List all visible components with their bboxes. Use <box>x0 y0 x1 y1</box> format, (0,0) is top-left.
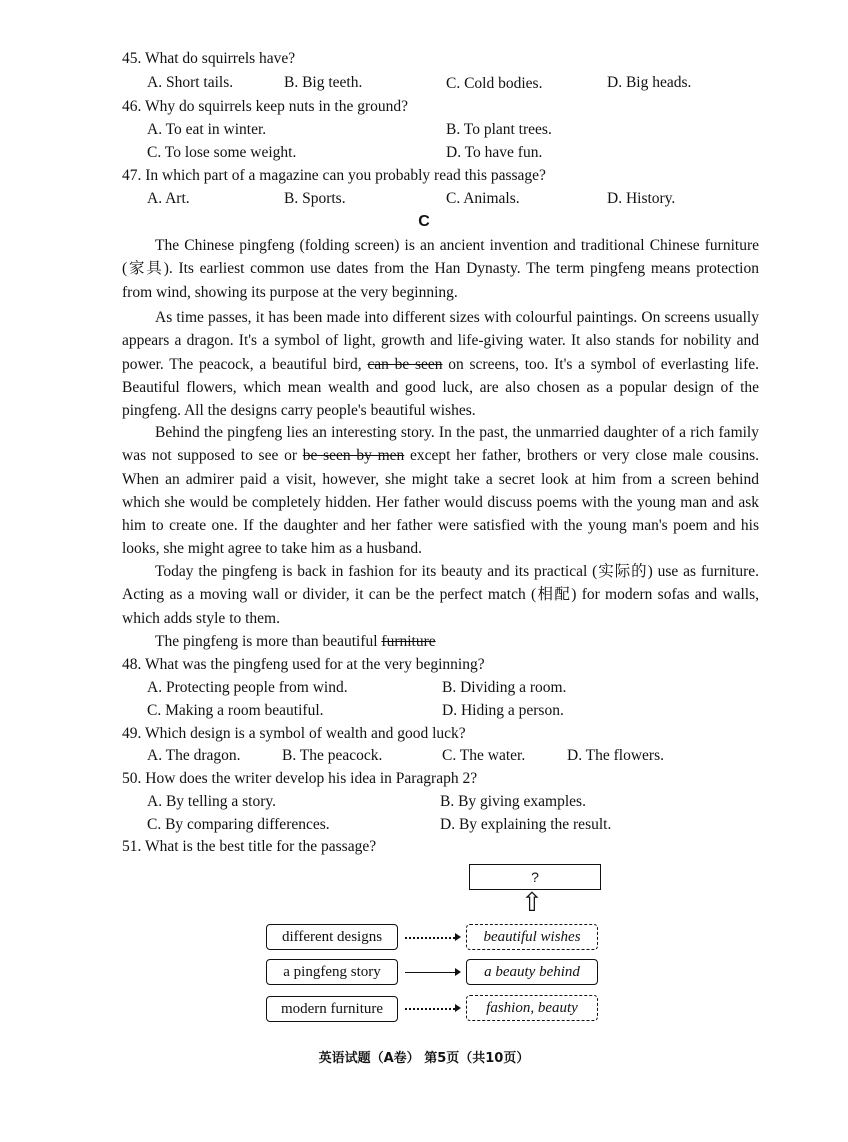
arrowhead-icon <box>455 1004 461 1012</box>
diagram-box-different-designs: different designs <box>266 924 398 950</box>
solid-connector <box>405 972 455 973</box>
q45-option-c: C. Cold bodies. <box>446 75 543 92</box>
question-50-stem: 50. How does the writer develop his idea in Paragraph 2? <box>122 770 478 787</box>
struck-text: be seen by men <box>302 447 405 465</box>
q48-option-a: A. Protecting people from wind. <box>147 679 348 696</box>
diagram-box-modern-furniture: modern furniture <box>266 996 398 1022</box>
title-answer-box: ? <box>469 864 601 890</box>
q46-option-c: C. To lose some weight. <box>147 144 297 161</box>
diagram-box-fashion-beauty: fashion, beauty <box>466 995 598 1021</box>
q49-option-d: D. The flowers. <box>567 747 664 764</box>
q45-option-d: D. Big heads. <box>607 74 692 91</box>
up-arrow-icon: ⇧ <box>521 888 543 918</box>
q48-option-d: D. Hiding a person. <box>442 702 564 719</box>
question-49-stem: 49. Which design is a symbol of wealth and good luck? <box>122 725 466 742</box>
paragraph-2-part-2: on screens, too. It's a symbol of everlasting life. Beautiful flowers, which mean wealth and good luck, are also chosen as a popular design of the pingfeng. All the designs carry people's beautiful wishes. <box>122 355 760 420</box>
q45-option-a: A. Short tails. <box>147 74 234 91</box>
q47-option-c: C. Animals. <box>446 190 520 207</box>
q48-option-c: C. Making a room beautiful. <box>147 702 324 719</box>
paragraph-2-part-1: As time passes, it has been made into different sizes with colourful paintings. On screens usually appears a dragon. It's a symbol of light, growth and life-giving water. It also stands for nobility and power. The peacock, a beautiful bird, <box>122 309 759 373</box>
passage-paragraph-3 <box>122 421 759 561</box>
q50-option-c: C. By comparing differences. <box>147 816 330 833</box>
q46-option-b: B. To plant trees. <box>446 121 552 138</box>
struck-text: furniture <box>381 633 436 650</box>
paragraph-5-text: The pingfeng is more than beautiful <box>155 633 378 650</box>
passage-paragraph-1: The Chinese pingfeng (folding screen) is an ancient invention and traditional Chinese furniture (家具). Its earliest common use dates from the Han Dynasty. The term pingfeng means protection from wind, showing its purpose at the very beginning. <box>122 237 759 301</box>
q45-option-b: B. Big teeth. <box>284 74 363 91</box>
q46-option-d: D. To have fun. <box>446 144 543 161</box>
diagram-box-pingfeng-story: a pingfeng story <box>266 959 398 985</box>
question-47-stem: 47. In which part of a magazine can you probably read this passage? <box>122 167 546 184</box>
q47-option-d: D. History. <box>607 190 676 207</box>
passage-paragraph-4: Today the pingfeng is back in fashion for its beauty and its practical (实际的) use as furniture. Acting as a moving wall or divider, it can be the perfect match (相配) for modern sofas and walls, which adds style to them. <box>122 563 759 627</box>
question-51-stem: 51. What is the best title for the passage? <box>122 838 377 855</box>
q50-option-d: D. By explaining the result. <box>440 816 612 833</box>
page-footer: 英语试题（A卷） 第5页（共10页） <box>318 1051 530 1066</box>
q48-option-b: B. Dividing a room. <box>442 679 567 696</box>
q47-option-b: B. Sports. <box>284 190 346 207</box>
q46-option-a: A. To eat in winter. <box>147 121 267 138</box>
arrowhead-icon <box>455 933 461 941</box>
question-45-stem: 45. What do squirrels have? <box>122 50 296 67</box>
diagram-box-beauty-behind: a beauty behind <box>466 959 598 985</box>
q47-option-a: A. Art. <box>147 190 190 207</box>
passage-paragraph-2 <box>122 306 759 422</box>
struck-text: can be seen <box>367 355 443 373</box>
q50-option-a: A. By telling a story. <box>147 793 277 810</box>
diagram-box-beautiful-wishes: beautiful wishes <box>466 924 598 950</box>
question-48-stem: 48. What was the pingfeng used for at the very beginning? <box>122 656 485 673</box>
q50-option-b: B. By giving examples. <box>440 793 586 810</box>
dotted-connector <box>405 937 455 939</box>
q49-option-c: C. The water. <box>442 747 526 764</box>
paragraph-3-part-1: Behind the pingfeng lies an interesting story. In the past, the unmarried daughter of a rich family was not supposed to see or <box>122 424 759 465</box>
q49-option-b: B. The peacock. <box>282 747 383 764</box>
question-46-stem: 46. Why do squirrels keep nuts in the ground? <box>122 98 408 115</box>
passage-paragraph-5 <box>155 633 436 651</box>
section-label: C <box>418 213 430 230</box>
dotted-connector <box>405 1008 455 1010</box>
paragraph-3-part-2: except her father, brothers or very close male cousins. When an admirer paid a visit, however, she might take a secret look at him from a screen behind which she would be completely hidden. Her father would discuss poems with the young man and ask him to create one. If the daughter and her father were satisfied with the young man's poem and his looks, she might agree to take him as a husband. <box>122 447 760 558</box>
q49-option-a: A. The dragon. <box>147 747 241 764</box>
arrowhead-icon <box>455 968 461 976</box>
